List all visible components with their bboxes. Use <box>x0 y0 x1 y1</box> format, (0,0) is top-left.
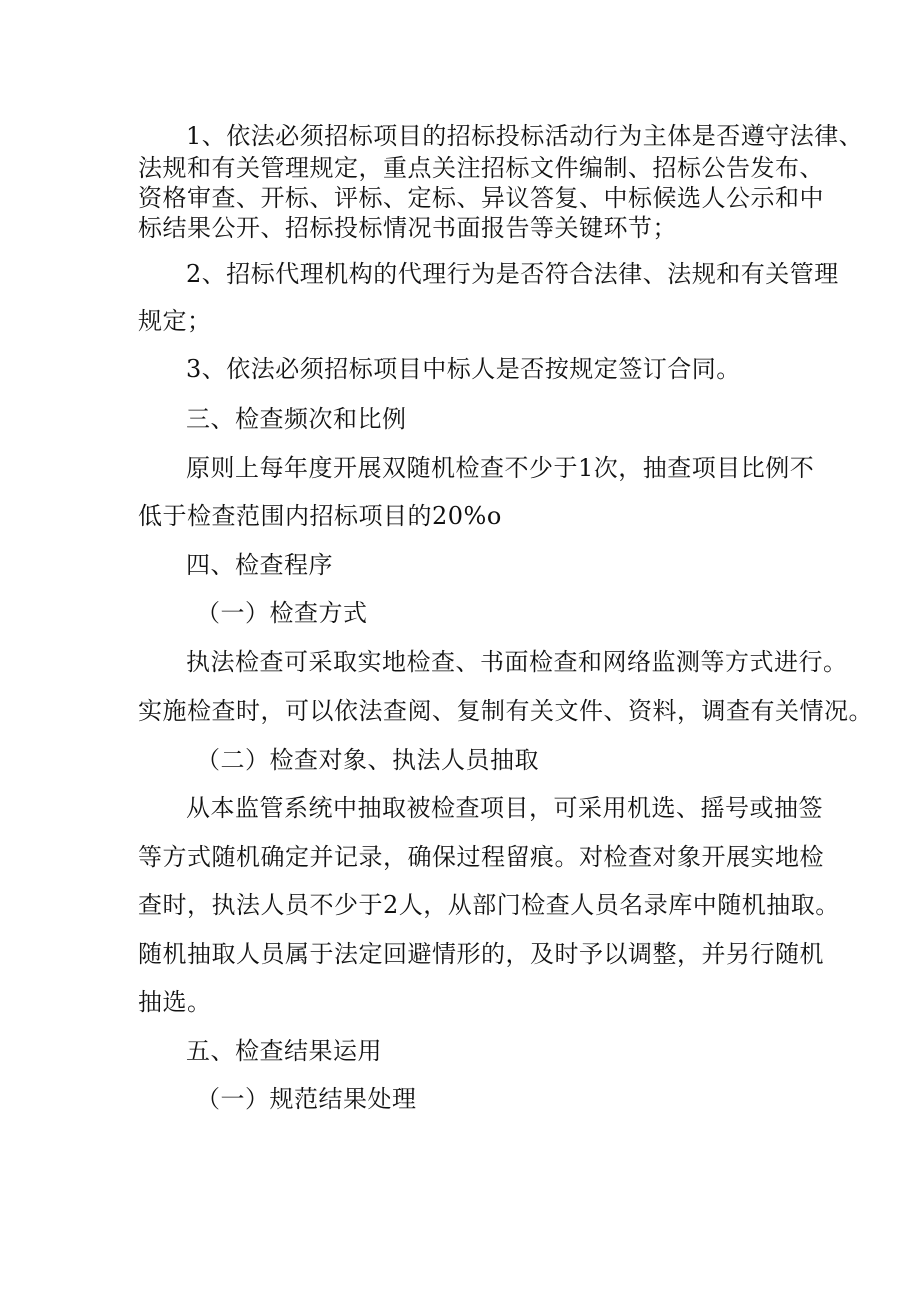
text-line-19: 随机抽取人员属于法定回避情形的，及时予以调整，并另行随机 <box>138 940 824 968</box>
text-line-13: 执法检查可采取实地检查、书面检查和网络监测等方式进行。 <box>186 648 848 676</box>
subsection-heading-5-1: （一）规范结果处理 <box>196 1085 417 1113</box>
subsection-heading-4-1: （一）检查方式 <box>196 599 368 627</box>
text-line-1: 1、依法必须招标项目的招标投标活动行为主体是否遵守法律、 <box>186 122 864 150</box>
text-line-6: 规定； <box>138 307 212 335</box>
text-line-2: 法规和有关管理规定，重点关注招标文件编制、招标公告发布、 <box>138 154 824 182</box>
text-line-3: 资格审查、开标、评标、定标、异议答复、中标候选人公示和中 <box>138 184 824 212</box>
text-line-10: 低于检查范围内招标项目的20%o <box>138 502 502 530</box>
text-line-16: 从本监管系统中抽取被检查项目，可采用机选、摇号或抽签 <box>186 794 823 822</box>
text-line-4: 标结果公开、招标投标情况书面报告等关键环节； <box>138 214 677 242</box>
section-heading-4: 四、检查程序 <box>186 551 333 579</box>
text-line-7: 3、依法必须招标项目中标人是否按规定签订合同。 <box>186 355 741 383</box>
section-heading-5: 五、检查结果运用 <box>186 1037 382 1065</box>
subsection-heading-4-2: （二）检查对象、执法人员抽取 <box>196 746 539 774</box>
text-line-14: 实施检查时，可以依法查阅、复制有关文件、资料，调查有关情况。 <box>138 697 873 725</box>
section-heading-3: 三、检查频次和比例 <box>186 405 407 433</box>
text-line-17: 等方式随机确定并记录，确保过程留痕。对检查对象开展实地检 <box>138 843 824 871</box>
text-line-5: 2、招标代理机构的代理行为是否符合法律、法规和有关管理 <box>186 260 839 288</box>
text-line-9: 原则上每年度开展双随机检查不少于1次，抽查项目比例不 <box>186 454 815 482</box>
text-line-18: 查时，执法人员不少于2人，从部门检查人员名录库中随机抽取。 <box>138 891 840 919</box>
text-line-20: 抽选。 <box>138 988 212 1016</box>
